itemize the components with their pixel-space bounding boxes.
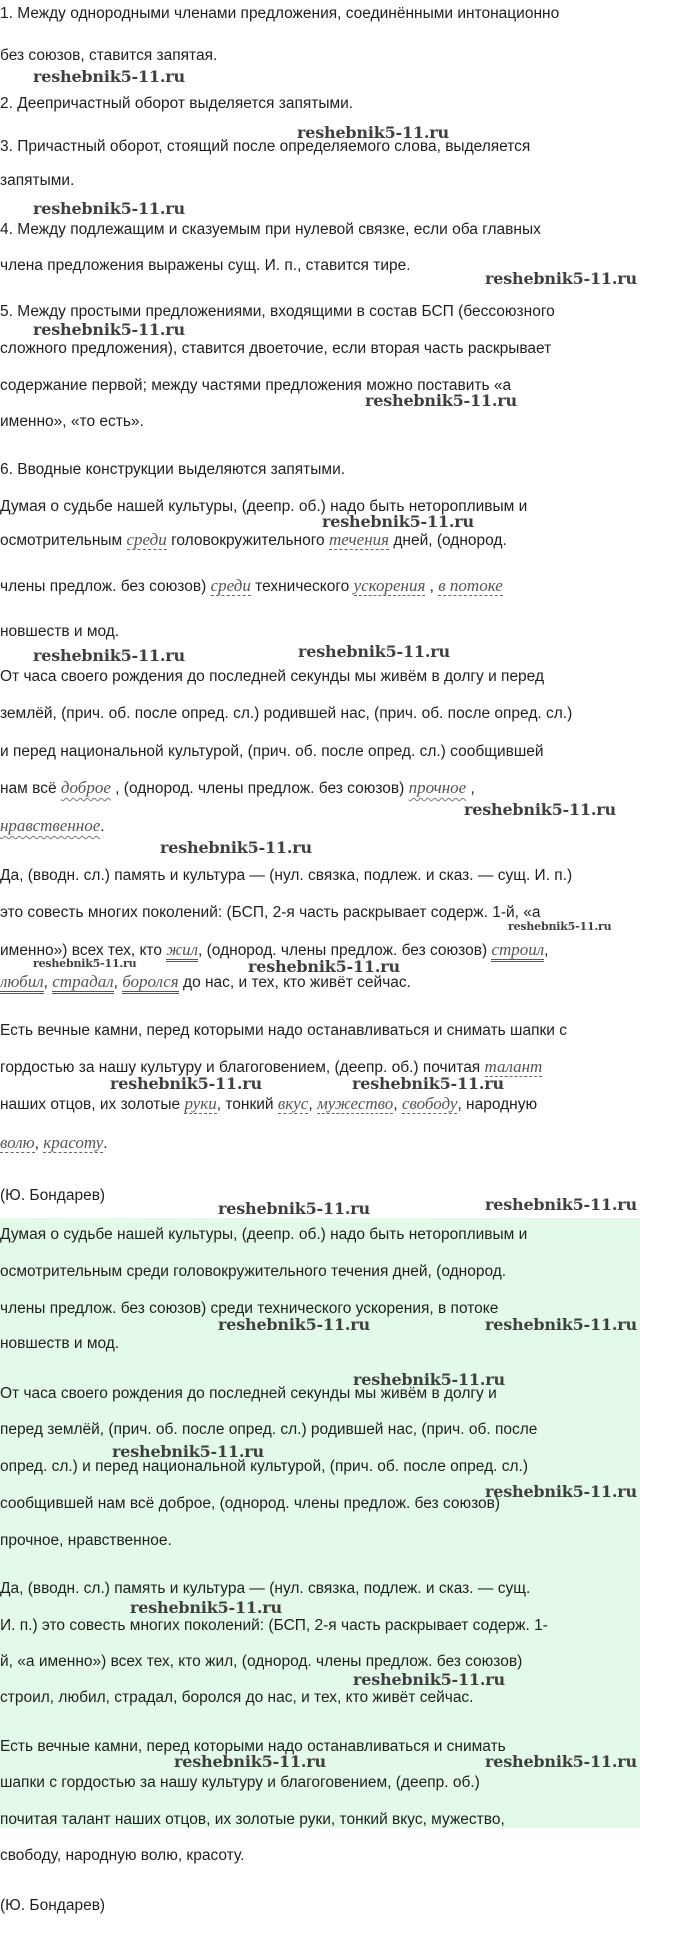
watermark: reshebnik5-11.ru — [248, 957, 400, 976]
annotated-p4-line-4 — [0, 1133, 108, 1154]
watermark: reshebnik5-11.ru — [33, 646, 185, 665]
annotated-word: красоту — [43, 1133, 104, 1152]
text-span: технического — [250, 578, 354, 595]
annotated-word: страдал — [52, 972, 113, 994]
annotated-p3-line-1: Да, (вводн. сл.) память и культура — (нул. связка, подлеж. и сказ. — сущ. И. п.) — [0, 867, 573, 884]
plain-p3-line-3: й, «а именно») всех тех, кто жил, (однород. члены предлож. без союзов) — [0, 1653, 523, 1670]
watermark: reshebnik5-11.ru — [365, 391, 517, 410]
watermark: reshebnik5-11.ru — [174, 1752, 326, 1771]
annotated-p1-line-4: новшеств и мод. — [0, 623, 120, 640]
annotated-p4-line-1: Есть вечные камни, перед которыми надо останавливаться и снимать шапки с — [0, 1022, 568, 1039]
annotated-word: вкус — [277, 1094, 309, 1113]
plain-p2-line-2: перед землёй, (прич. об. после опред. сл.) родившей нас, (прич. об. после — [0, 1421, 538, 1438]
rule-3-line-2: запятыми. — [0, 172, 75, 189]
watermark: reshebnik5-11.ru — [112, 1442, 264, 1461]
plain-p2-line-5: прочное, нравственное. — [0, 1532, 172, 1549]
plain-p1-line-3: члены предлож. без союзов) среди технического ускорения, в потоке — [0, 1300, 499, 1317]
text-span: , (однород. члены предлож. без союзов) — [110, 780, 409, 797]
plain-p3-line-4: строил, любил, страдал, боролся до нас, и тех, кто живёт сейчас. — [0, 1689, 474, 1706]
watermark: reshebnik5-11.ru — [298, 642, 450, 661]
plain-p4-line-4: свободу, народную волю, красоту. — [0, 1847, 245, 1864]
rule-1-line-2: без союзов, ставится запятая. — [0, 47, 218, 64]
annotated-p1-line-2 — [0, 530, 507, 551]
annotated-word: руки — [184, 1094, 217, 1113]
watermark: reshebnik5-11.ru — [33, 67, 185, 86]
text-span: именно») всех тех, кто — [0, 942, 167, 959]
plain-p2-line-1: От часа своего рождения до последней секунды мы живём в долгу и — [0, 1385, 497, 1402]
text-span: головокружительного — [166, 532, 329, 549]
rule-6: 6. Вводные конструкции выделяются запятыми. — [0, 461, 346, 478]
text-span: до нас, и тех, кто живёт сейчас. — [178, 974, 411, 991]
watermark: reshebnik5-11.ru — [297, 123, 449, 142]
annotated-p1-line-3 — [0, 576, 503, 597]
annotated-word: талант — [484, 1057, 543, 1076]
annotated-word: течения — [328, 530, 390, 549]
watermark: reshebnik5-11.ru — [485, 1752, 637, 1771]
annotated-word: среди — [210, 576, 251, 595]
annotated-p2-line-4 — [0, 778, 475, 799]
watermark: reshebnik5-11.ru — [485, 269, 637, 288]
annotated-p2-line-3: и перед национальной культурой, (прич. об. после опред. сл.) сообщившей — [0, 743, 544, 760]
watermark: reshebnik5-11.ru — [218, 1315, 370, 1334]
watermark: reshebnik5-11.ru — [485, 1482, 637, 1501]
watermark: reshebnik5-11.ru — [130, 1598, 282, 1617]
plain-p1-line-2: осмотрительным среди головокружительного течения дней, (однород. — [0, 1263, 507, 1280]
text-span: осмотрительным — [0, 532, 127, 549]
watermark: reshebnik5-11.ru — [485, 1315, 637, 1334]
text-span: , — [43, 974, 53, 991]
watermark: reshebnik5-11.ru — [110, 1074, 262, 1093]
rule-4-line-1: 4. Между подлежащим и сказуемым при нулевой связке, если оба главных — [0, 221, 541, 238]
rule-4-line-2: члена предложения выражены сущ. И. п., ставится тире. — [0, 257, 411, 274]
annotated-word: свободу — [401, 1094, 458, 1113]
plain-p3-line-1: Да, (вводн. сл.) память и культура — (нул. связка, подлеж. и сказ. — сущ. — [0, 1580, 531, 1597]
annotated-p2-line-5 — [0, 816, 105, 837]
annotated-word: доброе — [60, 778, 111, 797]
watermark: reshebnik5-11.ru — [218, 1199, 370, 1218]
annotated-p2-line-2: землёй, (прич. об. после опред. сл.) родившей нас, (прич. об. после опред. сл.) — [0, 705, 573, 722]
watermark: reshebnik5-11.ru — [353, 1370, 505, 1389]
plain-p1-line-1: Думая о судьбе нашей культуры, (деепр. об.) надо быть неторопливым и — [0, 1226, 528, 1243]
annotated-word: боролся — [122, 972, 178, 994]
rule-5-line-1: 5. Между простыми предложениями, входящими в состав БСП (бессоюзного — [0, 303, 555, 320]
watermark: reshebnik5-11.ru — [33, 320, 185, 339]
annotated-word: в потоке — [438, 576, 503, 595]
text-span: гордостью за нашу культуру и благоговением, (деепр. об.) почитая — [0, 1059, 485, 1076]
text-span: члены предлож. без союзов) — [0, 578, 211, 595]
text-span: , народную — [457, 1096, 538, 1113]
annotated-word: волю — [0, 1133, 35, 1152]
rule-5-line-2: сложного предложения), ставится двоеточие, если вторая часть раскрывает — [0, 340, 552, 357]
text-span: , — [113, 974, 123, 991]
text-span: , — [425, 578, 439, 595]
watermark: reshebnik5-11.ru — [322, 512, 474, 531]
watermark: reshebnik5-11.ru — [33, 957, 137, 970]
text-span: . — [100, 818, 105, 835]
annotated-word: строил — [491, 940, 544, 962]
plain-p4-line-1: Есть вечные камни, перед которыми надо останавливаться и снимать — [0, 1738, 506, 1755]
annotated-word: среди — [126, 530, 167, 549]
annotated-word: жил — [166, 940, 198, 962]
watermark: reshebnik5-11.ru — [508, 920, 612, 933]
annotated-word: прочное — [408, 778, 467, 797]
plain-p3-line-2: И. п.) это совесть многих поколений: (БСП, 2-я часть раскрывает содерж. 1- — [0, 1617, 548, 1634]
rule-1-line-1: 1. Между однородными членами предложения, соединёнными интонационно — [0, 5, 560, 22]
plain-p2-line-3: опред. сл.) и перед национальной культурой, (прич. об. после опред. сл.) — [0, 1458, 528, 1475]
author-plain: (Ю. Бондарев) — [0, 1897, 106, 1914]
text-span: . — [103, 1135, 108, 1152]
author-annotated: (Ю. Бондарев) — [0, 1187, 106, 1204]
watermark: reshebnik5-11.ru — [464, 800, 616, 819]
watermark: reshebnik5-11.ru — [33, 199, 185, 218]
text-span: , тонкий — [216, 1096, 278, 1113]
text-span: нам всё — [0, 780, 61, 797]
text-span: , — [544, 942, 549, 959]
annotated-p3-line-2: это совесть многих поколений: (БСП, 2-я часть раскрывает содерж. 1-й, «а — [0, 904, 541, 921]
rule-2: 2. Деепричастный оборот выделяется запятыми. — [0, 95, 354, 112]
watermark: reshebnik5-11.ru — [352, 1074, 504, 1093]
text-span: , — [34, 1135, 44, 1152]
plain-p1-line-4: новшеств и мод. — [0, 1335, 120, 1352]
text-span: , — [393, 1096, 402, 1113]
text-span: , (однород. члены предлож. без союзов) — [198, 942, 492, 959]
annotated-word: нравственное — [0, 816, 101, 835]
text-span: , — [308, 1096, 317, 1113]
plain-p4-line-3: почитая талант наших отцов, их золотые руки, тонкий вкус, мужество, — [0, 1811, 505, 1828]
watermark: reshebnik5-11.ru — [160, 838, 312, 857]
annotated-word: мужество — [316, 1094, 394, 1113]
rule-5-line-3: содержание первой; между частями предложения можно поставить «а — [0, 377, 512, 394]
annotated-p4-line-3 — [0, 1094, 537, 1115]
annotated-word: ускорения — [353, 576, 426, 595]
rule-3-line-1: 3. Причастный оборот, стоящий после определяемого слова, выделяется — [0, 138, 531, 155]
annotated-word: любил — [0, 972, 44, 994]
watermark: reshebnik5-11.ru — [485, 1195, 637, 1214]
annotated-p2-line-1: От часа своего рождения до последней секунды мы живём в долгу и перед — [0, 668, 545, 685]
rule-5-line-4: именно», «то есть». — [0, 413, 144, 430]
annotated-p1-line-1: Думая о судьбе нашей культуры, (деепр. об.) надо быть неторопливым и — [0, 498, 528, 515]
plain-p4-line-2: шапки с гордостью за нашу культуру и благоговением, (деепр. об.) — [0, 1774, 480, 1791]
plain-p2-line-4: сообщившей нам всё доброе, (однород. члены предлож. без союзов) — [0, 1495, 501, 1512]
text-span: , — [466, 780, 475, 797]
text-span: дней, (однород. — [389, 532, 507, 549]
watermark: reshebnik5-11.ru — [353, 1670, 505, 1689]
text-span: наших отцов, их золотые — [0, 1096, 185, 1113]
